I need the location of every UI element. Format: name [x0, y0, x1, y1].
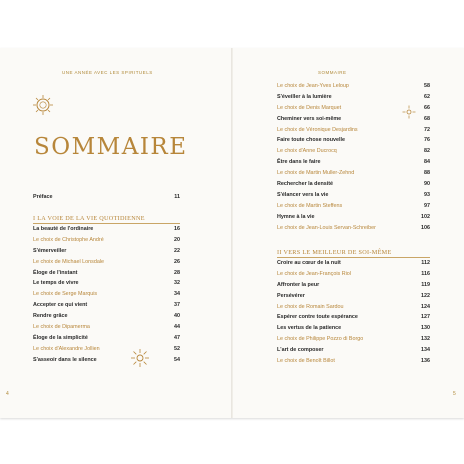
toc-entry-page: 76 — [424, 137, 430, 144]
toc-entry-page: 97 — [424, 202, 430, 209]
toc-entry — [277, 260, 430, 271]
book-gutter — [231, 48, 233, 418]
toc-entry-label: S'asseoir dans le silence — [33, 356, 97, 363]
toc-entry-page: 106 — [421, 224, 430, 231]
toc-entry-label: Cheminer vers soi-même — [277, 115, 342, 122]
toc-entry-label: La beauté de l'ordinaire — [33, 226, 94, 232]
toc-entry — [277, 159, 430, 170]
toc-entry — [277, 170, 430, 181]
toc-entry-page: 66 — [424, 104, 430, 111]
toc-entry-label: Éloge de l'instant — [33, 269, 78, 276]
toc-entry — [277, 192, 430, 203]
toc-entry — [33, 313, 180, 324]
toc-entry-page: 26 — [174, 258, 180, 265]
toc-entry-page: 84 — [424, 159, 430, 166]
toc-entry-page: 116 — [421, 270, 430, 277]
toc-entry-label: S'éveiller à la lumière — [277, 93, 332, 100]
toc-entry-page: 82 — [424, 148, 430, 155]
toc-entry — [277, 271, 430, 282]
toc-entry — [277, 127, 430, 138]
toc-entry-page: 119 — [421, 281, 430, 288]
toc-entry — [277, 94, 430, 105]
toc-entry-label: Les vertus de la patience — [277, 325, 342, 332]
toc-entry — [33, 270, 180, 281]
toc-entry-page: 130 — [421, 325, 430, 332]
toc-entry — [33, 346, 180, 357]
toc-entry-page: 20 — [174, 236, 180, 243]
toc-entry-page: 47 — [174, 334, 180, 341]
toc-entry-label: Le choix de Denis Marquet — [277, 104, 342, 111]
toc-entry — [277, 203, 430, 214]
preface-entry — [33, 194, 180, 205]
toc-entry-page: 62 — [424, 93, 430, 100]
toc-entry-page: 134 — [421, 347, 430, 354]
toc-entry-page: 122 — [421, 292, 430, 299]
toc-entry — [33, 324, 180, 335]
toc-entry-label: Le choix de Martin Steffens — [277, 202, 343, 209]
toc-entry — [33, 259, 180, 270]
toc-entry-label: Le choix de Jean-Louis Servan-Schreiber — [277, 224, 376, 231]
toc-entry-label: Le choix de Michael Lonsdale — [33, 258, 105, 265]
toc-entry-label: Le choix de Romain Sardou — [277, 303, 344, 310]
toc-entry — [277, 225, 430, 236]
page-title: SOMMAIRE — [34, 134, 188, 160]
toc-entry-page: 37 — [174, 302, 180, 309]
toc-entry-page: 93 — [424, 191, 430, 198]
right-folio: 5 — [453, 391, 456, 397]
toc-entry — [277, 83, 430, 94]
toc-entry-page: 32 — [174, 280, 180, 287]
toc-entry-label: S'élancer vers la vie — [277, 191, 329, 198]
toc-entry-label: Faire toute chose nouvelle — [277, 137, 345, 144]
star-ornament-icon — [402, 105, 416, 119]
toc-entry-label: L'art de composer — [277, 347, 324, 354]
toc-entry-page: 102 — [421, 213, 430, 220]
toc-entry-page: 52 — [174, 345, 180, 352]
toc-entry — [277, 336, 430, 347]
toc-entry-label: Le choix de Véronique Desjardins — [277, 126, 358, 133]
toc-entry-label: Le choix de Jean-Yves Leloup — [277, 83, 349, 89]
toc-entry-label: Espérer contre toute espérance — [277, 314, 358, 321]
toc-entry-page: 112 — [421, 260, 430, 266]
toc-entry — [277, 347, 430, 358]
toc-entry-page: 34 — [174, 291, 180, 298]
toc-entry — [277, 325, 430, 336]
toc-entry-label: Rendre grâce — [33, 313, 68, 320]
toc-entry-page: 16 — [174, 226, 180, 232]
left-folio: 4 — [6, 391, 9, 397]
toc-entry-page: 28 — [174, 269, 180, 276]
toc-entry-label: Rechercher la densité — [277, 181, 334, 188]
toc-entry — [277, 358, 430, 369]
toc-entry-label: Croire au cœur de la nuit — [277, 260, 341, 266]
toc-entry — [33, 335, 180, 346]
toc-entry — [33, 357, 180, 368]
toc-entry-page: 44 — [174, 324, 180, 331]
toc-entry-page: 54 — [174, 356, 180, 363]
toc-entry-page: 11 — [174, 194, 180, 200]
toc-entry-label: S'émerveiller — [33, 247, 67, 254]
toc-entry-label: Être dans le faire — [277, 159, 321, 166]
toc-entry — [33, 291, 180, 302]
toc-entry — [277, 314, 430, 325]
toc-entry-page: 40 — [174, 313, 180, 320]
toc-entry — [277, 293, 430, 304]
toc-list-right-bottom — [277, 260, 430, 369]
toc-entry-page: 58 — [424, 83, 430, 89]
toc-entry — [33, 280, 180, 291]
toc-list-left — [33, 226, 180, 368]
toc-entry-label: Préface — [33, 194, 53, 200]
right-running-head: SOMMAIRE — [318, 70, 347, 75]
toc-entry — [277, 214, 430, 225]
left-running-head: UNE ANNÉE AVEC LES SPIRITUELS — [62, 70, 153, 75]
toc-entry-label: Le temps de vivre — [33, 280, 79, 287]
toc-entry — [277, 181, 430, 192]
toc-entry-label: Le choix de Philippe Pozzo di Borgo — [277, 336, 364, 343]
toc-entry-label: Le choix de Jean-François Riol — [277, 270, 352, 277]
toc-entry-page: 136 — [421, 358, 430, 365]
toc-entry-label: Accepter ce qui vient — [33, 302, 88, 309]
toc-entry-label: Le choix de Dipamerma — [33, 324, 90, 331]
toc-entry — [33, 226, 180, 237]
toc-entry-page: 68 — [424, 115, 430, 122]
sun-ornament-icon — [130, 348, 150, 368]
toc-entry — [33, 302, 180, 313]
toc-entry-label: Le choix d'Alexandre Jollien — [33, 345, 100, 352]
toc-entry-label: Éloge de la simplicité — [33, 334, 88, 341]
wreath-ornament-icon — [32, 94, 54, 116]
toc-entry-page: 88 — [424, 170, 430, 177]
book-spread — [0, 48, 464, 418]
toc-entry-page: 127 — [421, 314, 430, 321]
toc-entry-page: 124 — [421, 303, 430, 310]
section-heading-2: II VERS LE MEILLEUR DE SOI-MÊME — [277, 249, 430, 258]
toc-entry-page: 132 — [421, 336, 430, 343]
toc-entry-label: Persévérer — [277, 292, 305, 299]
toc-entry-label: Le choix de Christophe André — [33, 236, 104, 243]
toc-entry — [33, 248, 180, 259]
toc-entry-label: Affronter la peur — [277, 281, 320, 288]
toc-entry-label: Le choix de Benoît Billot — [277, 358, 335, 365]
toc-entry-page: 72 — [424, 126, 430, 133]
toc-entry — [33, 237, 180, 248]
toc-entry — [277, 304, 430, 315]
toc-entry — [277, 137, 430, 148]
toc-entry-label: Le choix d'Anne Ducrocq — [277, 148, 337, 155]
toc-entry — [277, 148, 430, 159]
toc-entry-page: 90 — [424, 181, 430, 188]
section-heading-1: I LA VOIE DE LA VIE QUOTIDIENNE — [33, 215, 180, 224]
toc-entry-label: Le choix de Martin Muller-Zehnd — [277, 170, 355, 177]
toc-entry — [277, 282, 430, 293]
toc-entry-label: Le choix de Serge Marquis — [33, 291, 98, 298]
toc-entry-label: Hymne à la vie — [277, 213, 315, 220]
toc-entry-page: 22 — [174, 247, 180, 254]
